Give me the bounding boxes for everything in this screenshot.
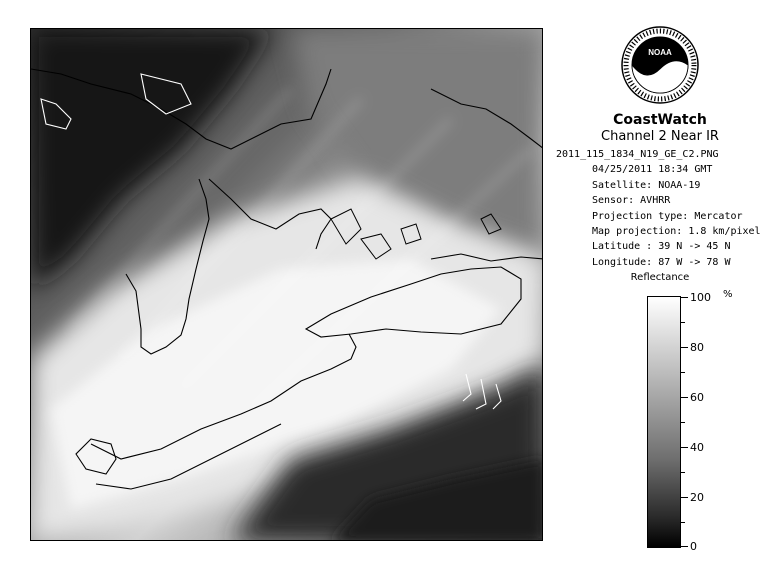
colorbar-label: 80 [690, 341, 704, 354]
map-projection: Map projection: 1.8 km/pixel [592, 226, 761, 238]
colorbar-title: Reflectance [630, 272, 690, 283]
colorbar-tick [681, 422, 685, 423]
colorbar-tick [681, 472, 685, 473]
datetime: 04/25/2011 18:34 GMT [592, 164, 713, 176]
colorbar-label: 100 [690, 291, 711, 304]
colorbar-tick [681, 522, 685, 523]
satellite: Satellite: NOAA-19 [592, 179, 701, 191]
colorbar-tick [681, 297, 688, 298]
colorbar-tick [681, 397, 688, 398]
sensor: Sensor: AVHRR [592, 195, 671, 207]
satellite-scene [31, 29, 543, 541]
longitude: Longitude: 87 W -> 78 W [592, 256, 731, 268]
colorbar-label: 0 [690, 540, 697, 553]
colorbar-tick [681, 322, 685, 323]
colorbar-unit: % [723, 289, 733, 300]
latitude: Latitude : 39 N -> 45 N [592, 241, 731, 253]
colorbar-tick [681, 372, 685, 373]
satellite-image [30, 28, 543, 541]
filename: 2011_115_1834_N19_GE_C2.PNG [556, 149, 719, 160]
colorbar-tick [681, 447, 688, 448]
colorbar-tick [681, 546, 688, 547]
noaa-logo [620, 25, 700, 105]
colorbar-tick [681, 497, 688, 498]
colorbar-label: 20 [690, 491, 704, 504]
colorbar-label: 40 [690, 441, 704, 454]
logo-center-text: NOAA [648, 48, 672, 57]
channel-label: Channel 2 Near IR [601, 129, 719, 144]
metadata-block [556, 147, 771, 270]
colorbar [647, 296, 681, 548]
colorbar-tick [681, 347, 688, 348]
projection-type: Projection type: Mercator [592, 210, 743, 222]
brand-title: CoastWatch [613, 112, 707, 128]
colorbar-label: 60 [690, 391, 704, 404]
